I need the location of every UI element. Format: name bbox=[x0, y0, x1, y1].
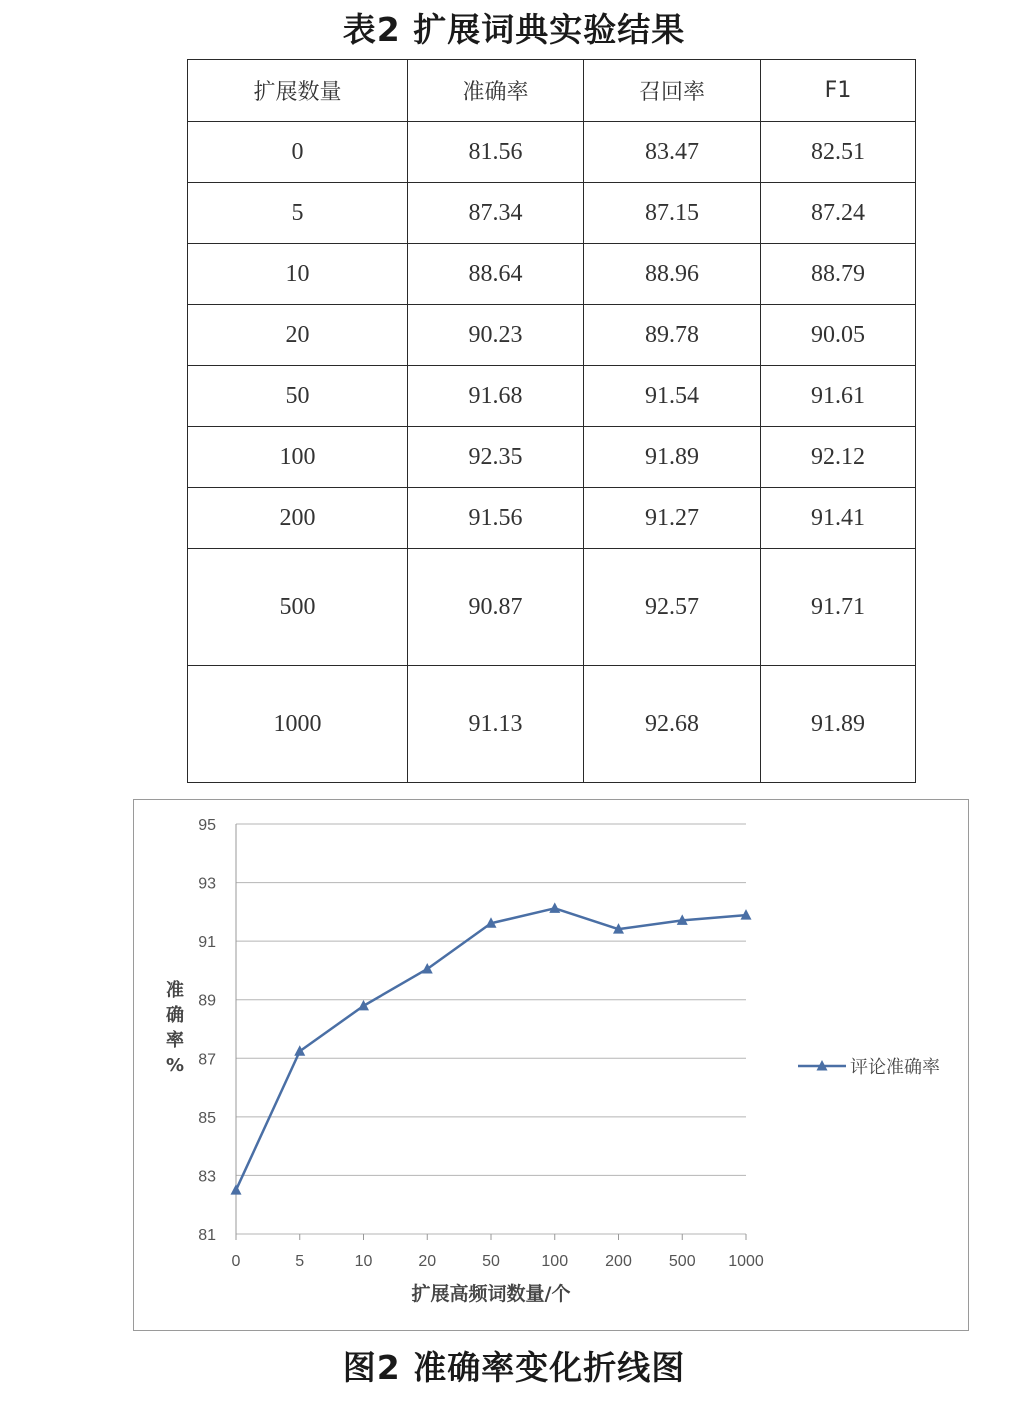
cell-expand-count: 1000 bbox=[188, 666, 408, 783]
x-axis-label: 扩展高频词数量/个 bbox=[411, 1283, 571, 1305]
x-tick-label: 500 bbox=[668, 1253, 696, 1270]
legend-label: 评论准确率 bbox=[850, 1057, 940, 1078]
x-tick-label: 10 bbox=[354, 1253, 373, 1270]
x-tick-label: 100 bbox=[541, 1253, 569, 1270]
table-row bbox=[188, 183, 916, 244]
cell-expand-count: 20 bbox=[188, 305, 408, 366]
cell-expand-count: 10 bbox=[188, 244, 408, 305]
table-row bbox=[188, 549, 916, 666]
y-tick-label: 89 bbox=[198, 992, 216, 1010]
y-axis-label-char: 确 bbox=[166, 1005, 184, 1026]
cell-recall: 83.47 bbox=[584, 122, 761, 183]
x-tick-label: 50 bbox=[482, 1253, 500, 1270]
cell-f1: 91.71 bbox=[761, 549, 916, 666]
y-tick-label: 85 bbox=[198, 1109, 216, 1127]
cell-expand-count: 100 bbox=[188, 427, 408, 488]
cell-f1: 82.51 bbox=[761, 122, 916, 183]
accuracy-line-chart bbox=[134, 800, 967, 1329]
cell-precision: 90.23 bbox=[408, 305, 584, 366]
y-axis-label-char: 准 bbox=[166, 980, 184, 1001]
cell-recall: 92.68 bbox=[584, 666, 761, 783]
table-header-row bbox=[188, 60, 916, 122]
cell-f1: 91.41 bbox=[761, 488, 916, 549]
table-row bbox=[188, 244, 916, 305]
cell-precision: 90.87 bbox=[408, 549, 584, 666]
header-f1: F1 bbox=[761, 60, 916, 122]
y-tick-label: 83 bbox=[198, 1168, 216, 1186]
figure-caption: 图2 准确率变化折线图 bbox=[342, 1348, 686, 1387]
cell-recall: 92.57 bbox=[584, 549, 761, 666]
cell-precision: 92.35 bbox=[408, 427, 584, 488]
cell-precision: 91.56 bbox=[408, 488, 584, 549]
chart-frame bbox=[133, 799, 969, 1331]
table-row bbox=[188, 366, 916, 427]
cell-recall: 88.96 bbox=[584, 244, 761, 305]
cell-f1: 90.05 bbox=[761, 305, 916, 366]
series-line bbox=[236, 908, 746, 1190]
data-point-marker bbox=[231, 1184, 242, 1195]
cell-precision: 91.68 bbox=[408, 366, 584, 427]
table-row bbox=[188, 305, 916, 366]
x-tick-label: 5 bbox=[295, 1253, 305, 1270]
table-row bbox=[188, 122, 916, 183]
data-point-marker bbox=[549, 902, 560, 913]
cell-recall: 91.89 bbox=[584, 427, 761, 488]
data-point-marker bbox=[294, 1045, 305, 1056]
cell-expand-count: 50 bbox=[188, 366, 408, 427]
y-tick-label: 91 bbox=[198, 934, 216, 952]
table-caption: 表2 扩展词典实验结果 bbox=[342, 10, 686, 49]
cell-precision: 91.13 bbox=[408, 666, 584, 783]
data-point-marker bbox=[358, 1000, 369, 1011]
header-precision: 准确率 bbox=[408, 60, 584, 122]
y-tick-label: 81 bbox=[198, 1227, 216, 1244]
cell-f1: 91.61 bbox=[761, 366, 916, 427]
cell-expand-count: 500 bbox=[188, 549, 408, 666]
cell-precision: 81.56 bbox=[408, 122, 584, 183]
cell-precision: 88.64 bbox=[408, 244, 584, 305]
y-tick-label: 93 bbox=[198, 875, 216, 893]
header-recall: 召回率 bbox=[584, 60, 761, 122]
y-tick-label: 87 bbox=[198, 1051, 216, 1069]
cell-expand-count: 200 bbox=[188, 488, 408, 549]
x-tick-label: 200 bbox=[605, 1253, 632, 1270]
cell-recall: 91.54 bbox=[584, 366, 761, 427]
results-table bbox=[187, 59, 916, 783]
data-point-marker bbox=[422, 963, 433, 974]
x-tick-label: 0 bbox=[231, 1253, 241, 1270]
x-tick-label: 20 bbox=[418, 1253, 437, 1270]
header-expand-count: 扩展数量 bbox=[188, 60, 408, 122]
y-axis-label-char: 率 bbox=[166, 1030, 184, 1051]
y-axis-label-char: % bbox=[165, 1055, 185, 1076]
x-tick-label: 1000 bbox=[728, 1253, 764, 1270]
y-tick-label: 95 bbox=[198, 817, 216, 834]
cell-recall: 87.15 bbox=[584, 183, 761, 244]
table-row bbox=[188, 666, 916, 783]
cell-expand-count: 0 bbox=[188, 122, 408, 183]
cell-recall: 91.27 bbox=[584, 488, 761, 549]
cell-f1: 91.89 bbox=[761, 666, 916, 783]
cell-precision: 87.34 bbox=[408, 183, 584, 244]
cell-recall: 89.78 bbox=[584, 305, 761, 366]
table-row bbox=[188, 488, 916, 549]
table-row bbox=[188, 427, 916, 488]
cell-expand-count: 5 bbox=[188, 183, 408, 244]
cell-f1: 92.12 bbox=[761, 427, 916, 488]
cell-f1: 88.79 bbox=[761, 244, 916, 305]
cell-f1: 87.24 bbox=[761, 183, 916, 244]
